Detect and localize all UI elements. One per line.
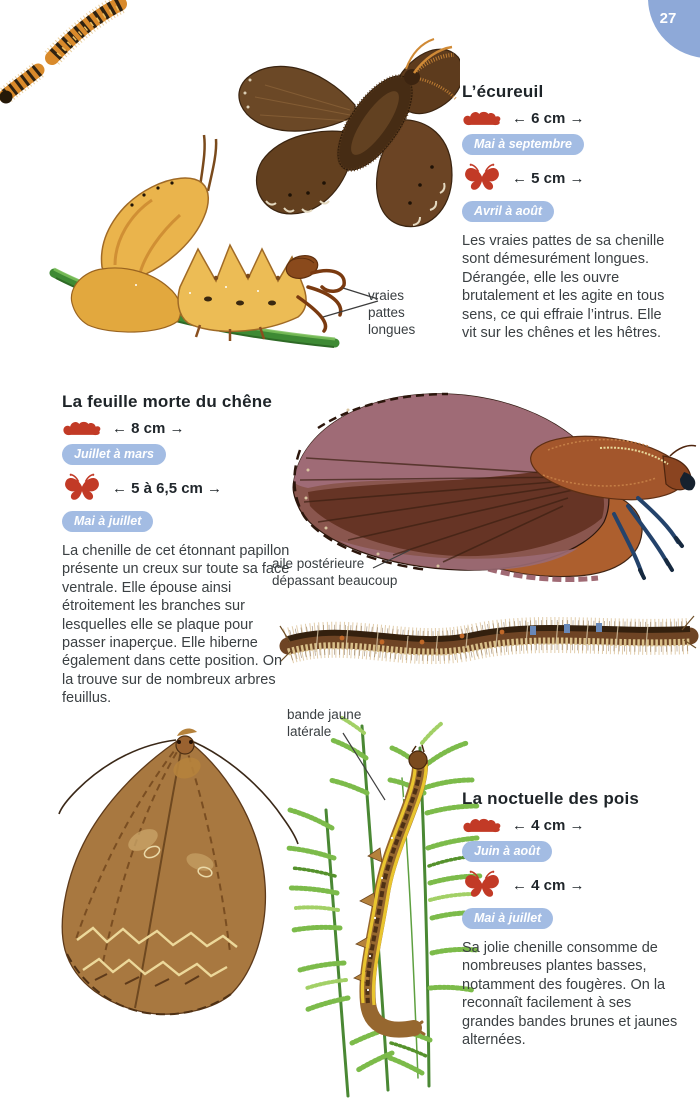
section-description: Sa jolie chenille consomme de nombreuses plantes basses, notamment des fougères. On la reconnaît facilement à ses grandes bandes brunes et jaunes alternées. (462, 940, 678, 1049)
page-number: 27 (659, 10, 677, 27)
adult-size-row (62, 473, 292, 504)
section-title: La noctuelle des pois (462, 789, 640, 808)
larva-period-badge: Juillet à mars (62, 444, 166, 465)
section-description: Les vraies pattes de sa chenille sont démesurément longues. Dérangée, elle les ouvre brutalement et les agite en tous sens, ce qui effraie l’intrus. Elle vit sur les chênes et les hêtres. (462, 233, 665, 342)
larva-size-row (462, 110, 674, 127)
larva-size-row (462, 817, 678, 834)
section-ecureuil (462, 82, 674, 342)
section-title: L’écureuil (462, 82, 544, 101)
feuille-morte-illustration (278, 380, 700, 682)
fern-caterpillar-illustration (272, 698, 487, 1103)
larva-period-badge: Mai à septembre (462, 134, 584, 155)
hairy-caterpillar (280, 616, 696, 662)
butterfly-icon (462, 870, 502, 901)
larva-size-row (62, 420, 292, 437)
adult-size: ← 5 cm → (512, 170, 585, 187)
caterpillar-icon (462, 817, 502, 834)
striped-caterpillar (354, 745, 427, 1034)
larva-size: ← 8 cm → (112, 420, 185, 437)
adult-period-badge: Mai à juillet (462, 908, 553, 929)
butterfly-icon (62, 473, 102, 504)
larva-size: ← 6 cm → (512, 110, 585, 127)
butterfly-icon (462, 163, 502, 194)
page-number-badge (648, 0, 700, 58)
annotation-vraies-pattes: vraies pattes longues (368, 288, 416, 337)
caterpillar-icon (62, 420, 102, 437)
section-noctuelle (462, 789, 678, 1049)
section-title: La feuille morte du chêne (62, 392, 272, 411)
section-description: La chenille de cet étonnant papillon présente un creux sur toute sa face ventrale. Elle épouse ainsi étroitement les branches sur lesquelles elle se plaque pour passer inaperçue. Elle hiberne également dans cette position. On la trouve sur de nombreux arbres feuillus. (62, 543, 290, 707)
noctuelle-moth-illustration (15, 712, 310, 1042)
adult-period-badge: Mai à juillet (62, 511, 153, 532)
section-feuille-morte (62, 392, 292, 708)
lappet-moth (293, 394, 696, 580)
larva-period-badge: Juin à août (462, 841, 552, 862)
larva-size: ← 4 cm → (512, 817, 585, 834)
adult-size: ← 5 à 6,5 cm → (112, 480, 223, 497)
long-true-legs (298, 271, 344, 331)
adult-size-row (462, 870, 678, 901)
ecureuil-moth (239, 39, 460, 227)
caterpillar-icon (462, 110, 502, 127)
annotation-aile-posterieure: aile postérieure dépassant beaucoup (272, 556, 398, 588)
adult-period-badge: Avril à août (462, 201, 554, 222)
annotation-bande-jaune: bande jaune latérale (287, 707, 362, 739)
adult-size: ← 4 cm → (512, 877, 585, 894)
adult-size-row (462, 163, 674, 194)
noctuelle-moth (59, 729, 298, 1015)
